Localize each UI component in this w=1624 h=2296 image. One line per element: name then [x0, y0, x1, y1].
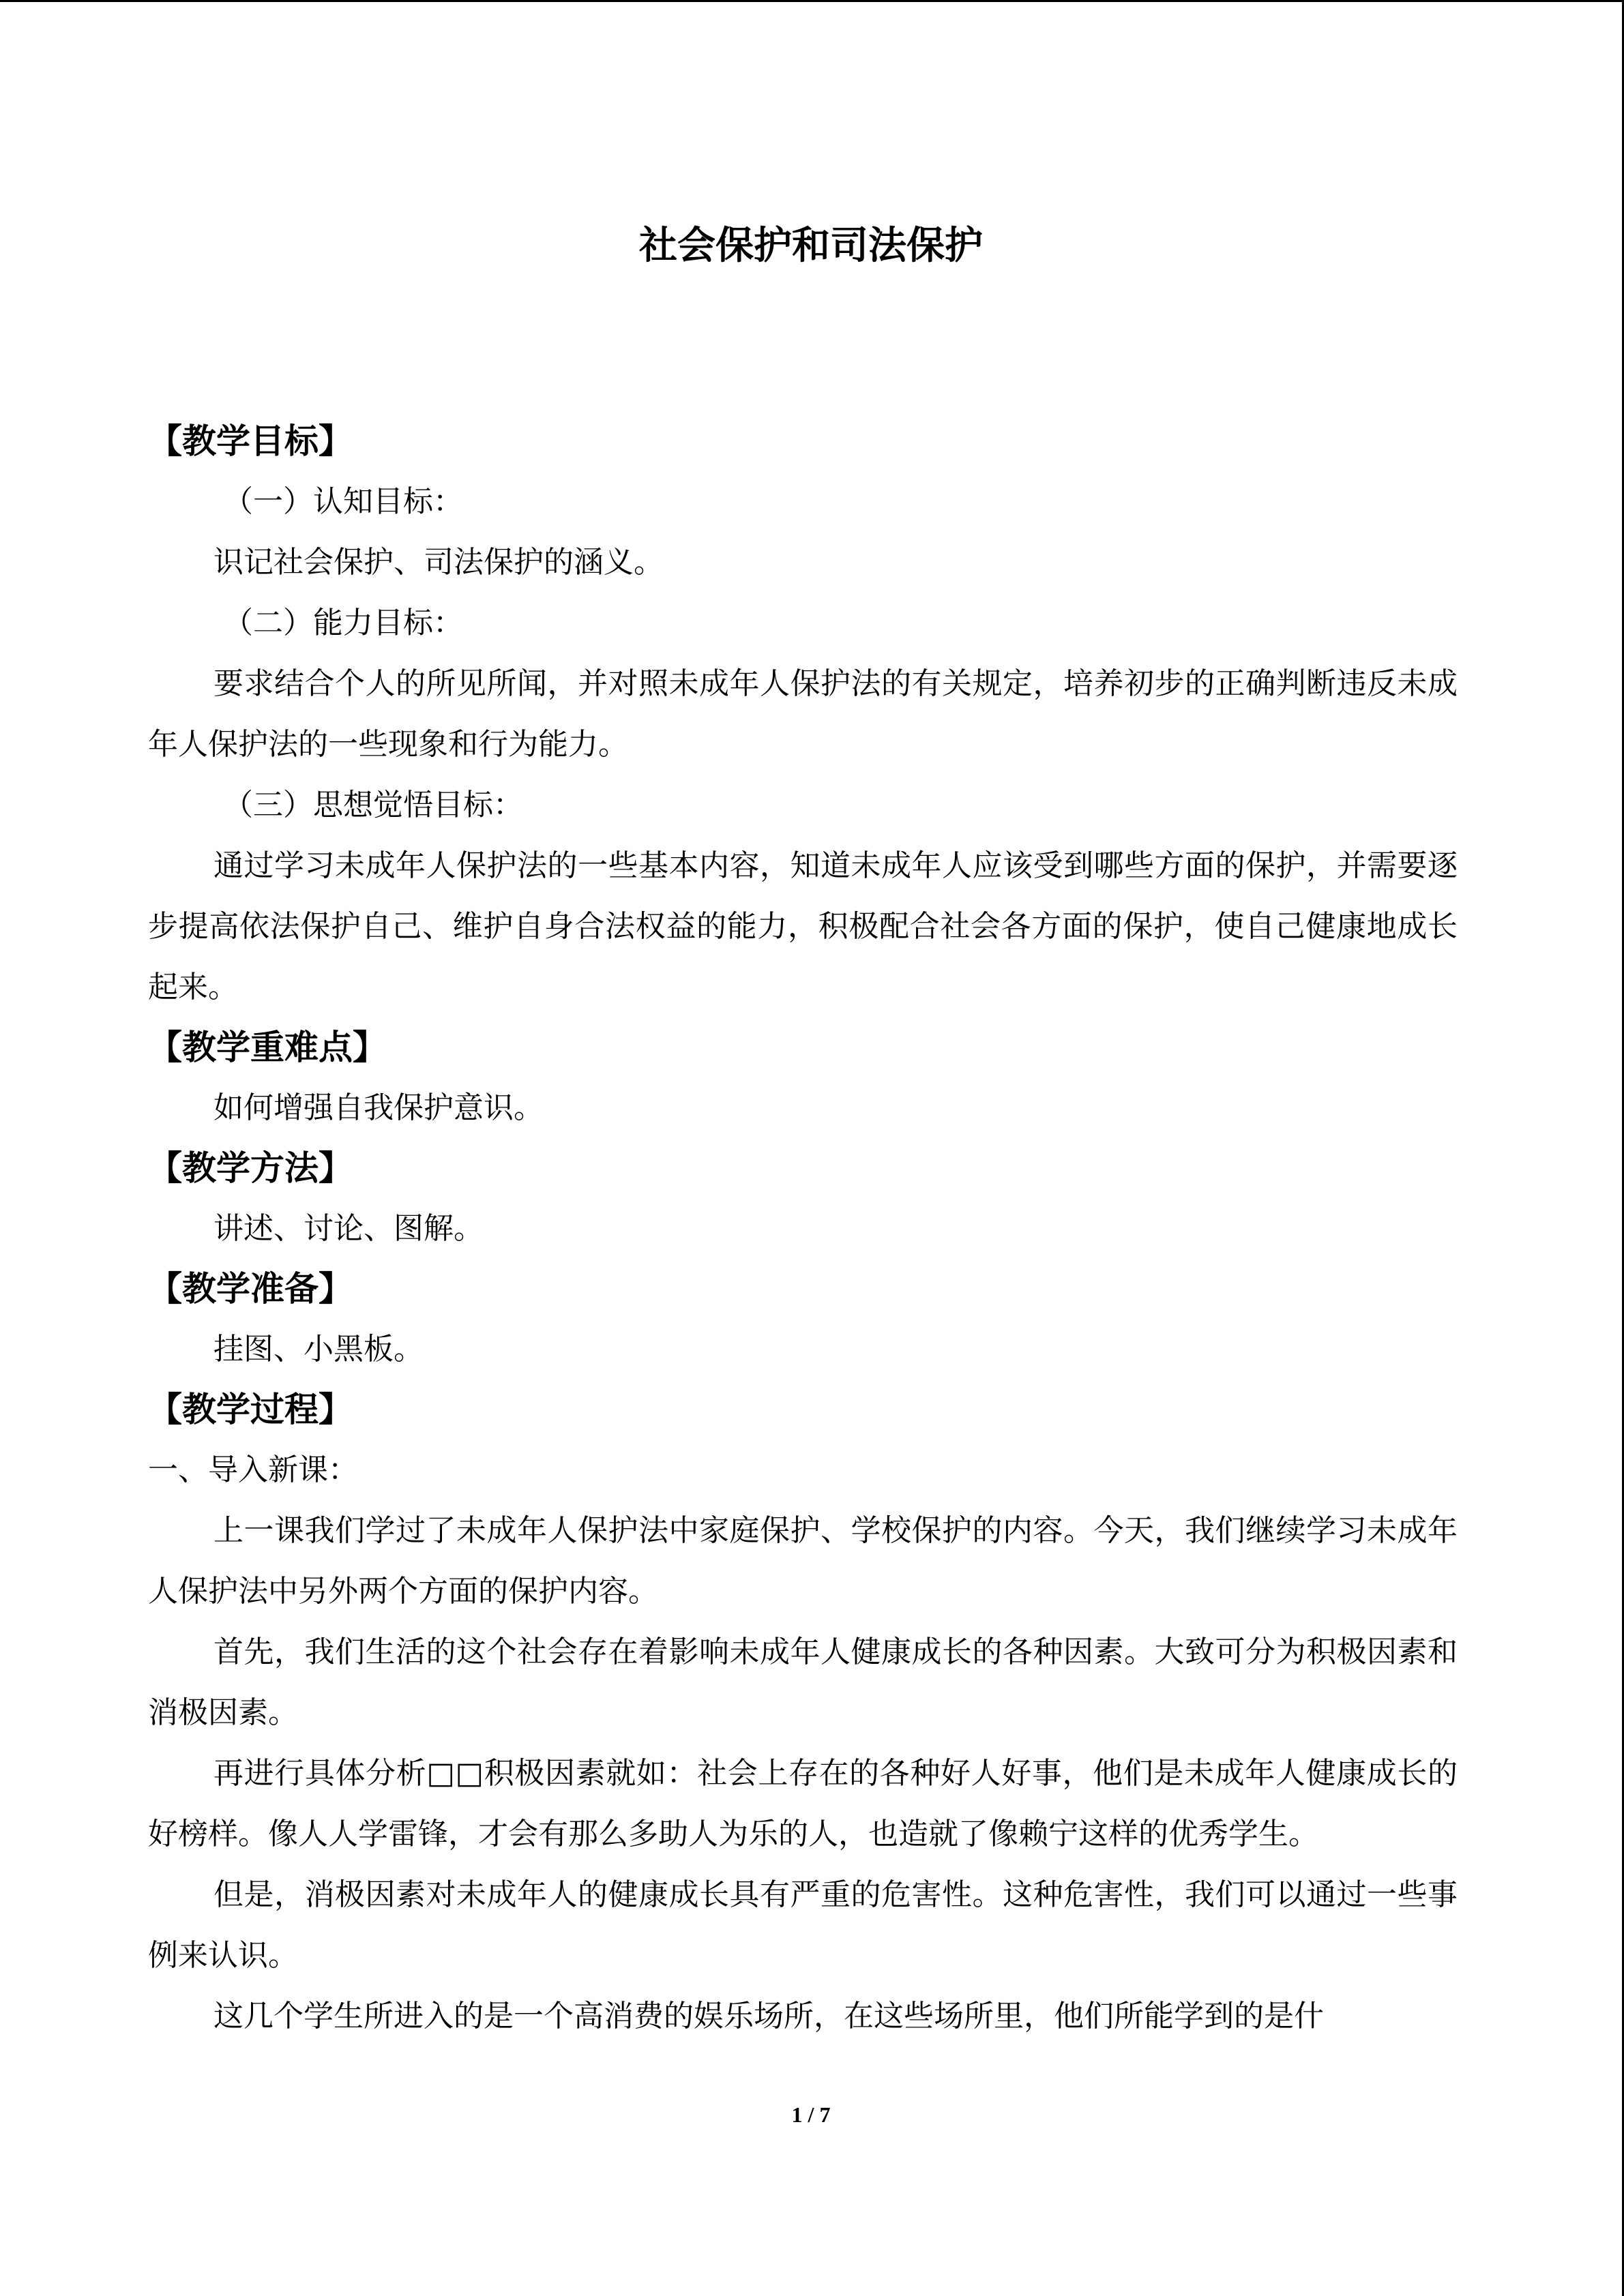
- process-paragraph: 再进行具体分析□□积极因素就如：社会上存在的各种好人好事，他们是未成年人健康成长的好榜样。像人人学雷锋，才会有那么多助人为乐的人，也造就了像赖宁这样的优秀学生。: [148, 1756, 1458, 1851]
- ideology-objective-label: （三）思想觉悟目标：: [223, 788, 523, 822]
- ideology-objective-text: 通过学习未成年人保护法的一些基本内容，知道未成年人应该受到哪些方面的保护，并需要逐步提高依法保护自己、维护自身合法权益的能力，积极配合社会各方面的保护，使自己健康地成长起来。: [148, 848, 1458, 1004]
- heading-objectives: 【教学目标】: [148, 421, 353, 461]
- heading-preparation: 【教学准备】: [148, 1269, 353, 1309]
- process-paragraph: 上一课我们学过了未成年人保护法中家庭保护、学校保护的内容。今天，我们继续学习未成年人保护法中另外两个方面的保护内容。: [148, 1513, 1458, 1609]
- methods-text: 讲述、讨论、图解。: [213, 1211, 484, 1246]
- preparation-text: 挂图、小黑板。: [213, 1332, 424, 1367]
- cognitive-objective-label: （一）认知目标：: [223, 484, 463, 519]
- key-points-text: 如何增强自我保护意识。: [213, 1090, 544, 1125]
- heading-process: 【教学过程】: [148, 1390, 353, 1429]
- heading-key-points: 【教学重难点】: [148, 1028, 387, 1067]
- page-title: 社会保护和司法保护: [639, 224, 983, 268]
- document-body: [148, 411, 1458, 2046]
- process-paragraph: 首先，我们生活的这个社会存在着影响未成年人健康成长的各种因素。大致可分为积极因素和消极因素。: [148, 1635, 1458, 1730]
- process-paragraph: 但是，消极因素对未成年人的健康成长具有严重的危害性。这种危害性，我们可以通过一些事例来认识。: [148, 1877, 1458, 1973]
- ability-objective-label: （二）能力目标：: [223, 606, 463, 640]
- page-number: 1 / 7: [791, 2102, 831, 2127]
- heading-methods: 【教学方法】: [148, 1148, 353, 1188]
- cognitive-objective-text: 识记社会保护、司法保护的涵义。: [213, 545, 664, 580]
- process-paragraph: 这几个学生所进入的是一个高消费的娱乐场所，在这些场所里，他们所能学到的是什: [213, 1999, 1324, 2033]
- process-step-label: 一、导入新课：: [148, 1452, 358, 1487]
- ability-objective-text: 要求结合个人的所见所闻，并对照未成年人保护法的有关规定，培养初步的正确判断违反未成年人保护法的一些现象和行为能力。: [148, 666, 1458, 762]
